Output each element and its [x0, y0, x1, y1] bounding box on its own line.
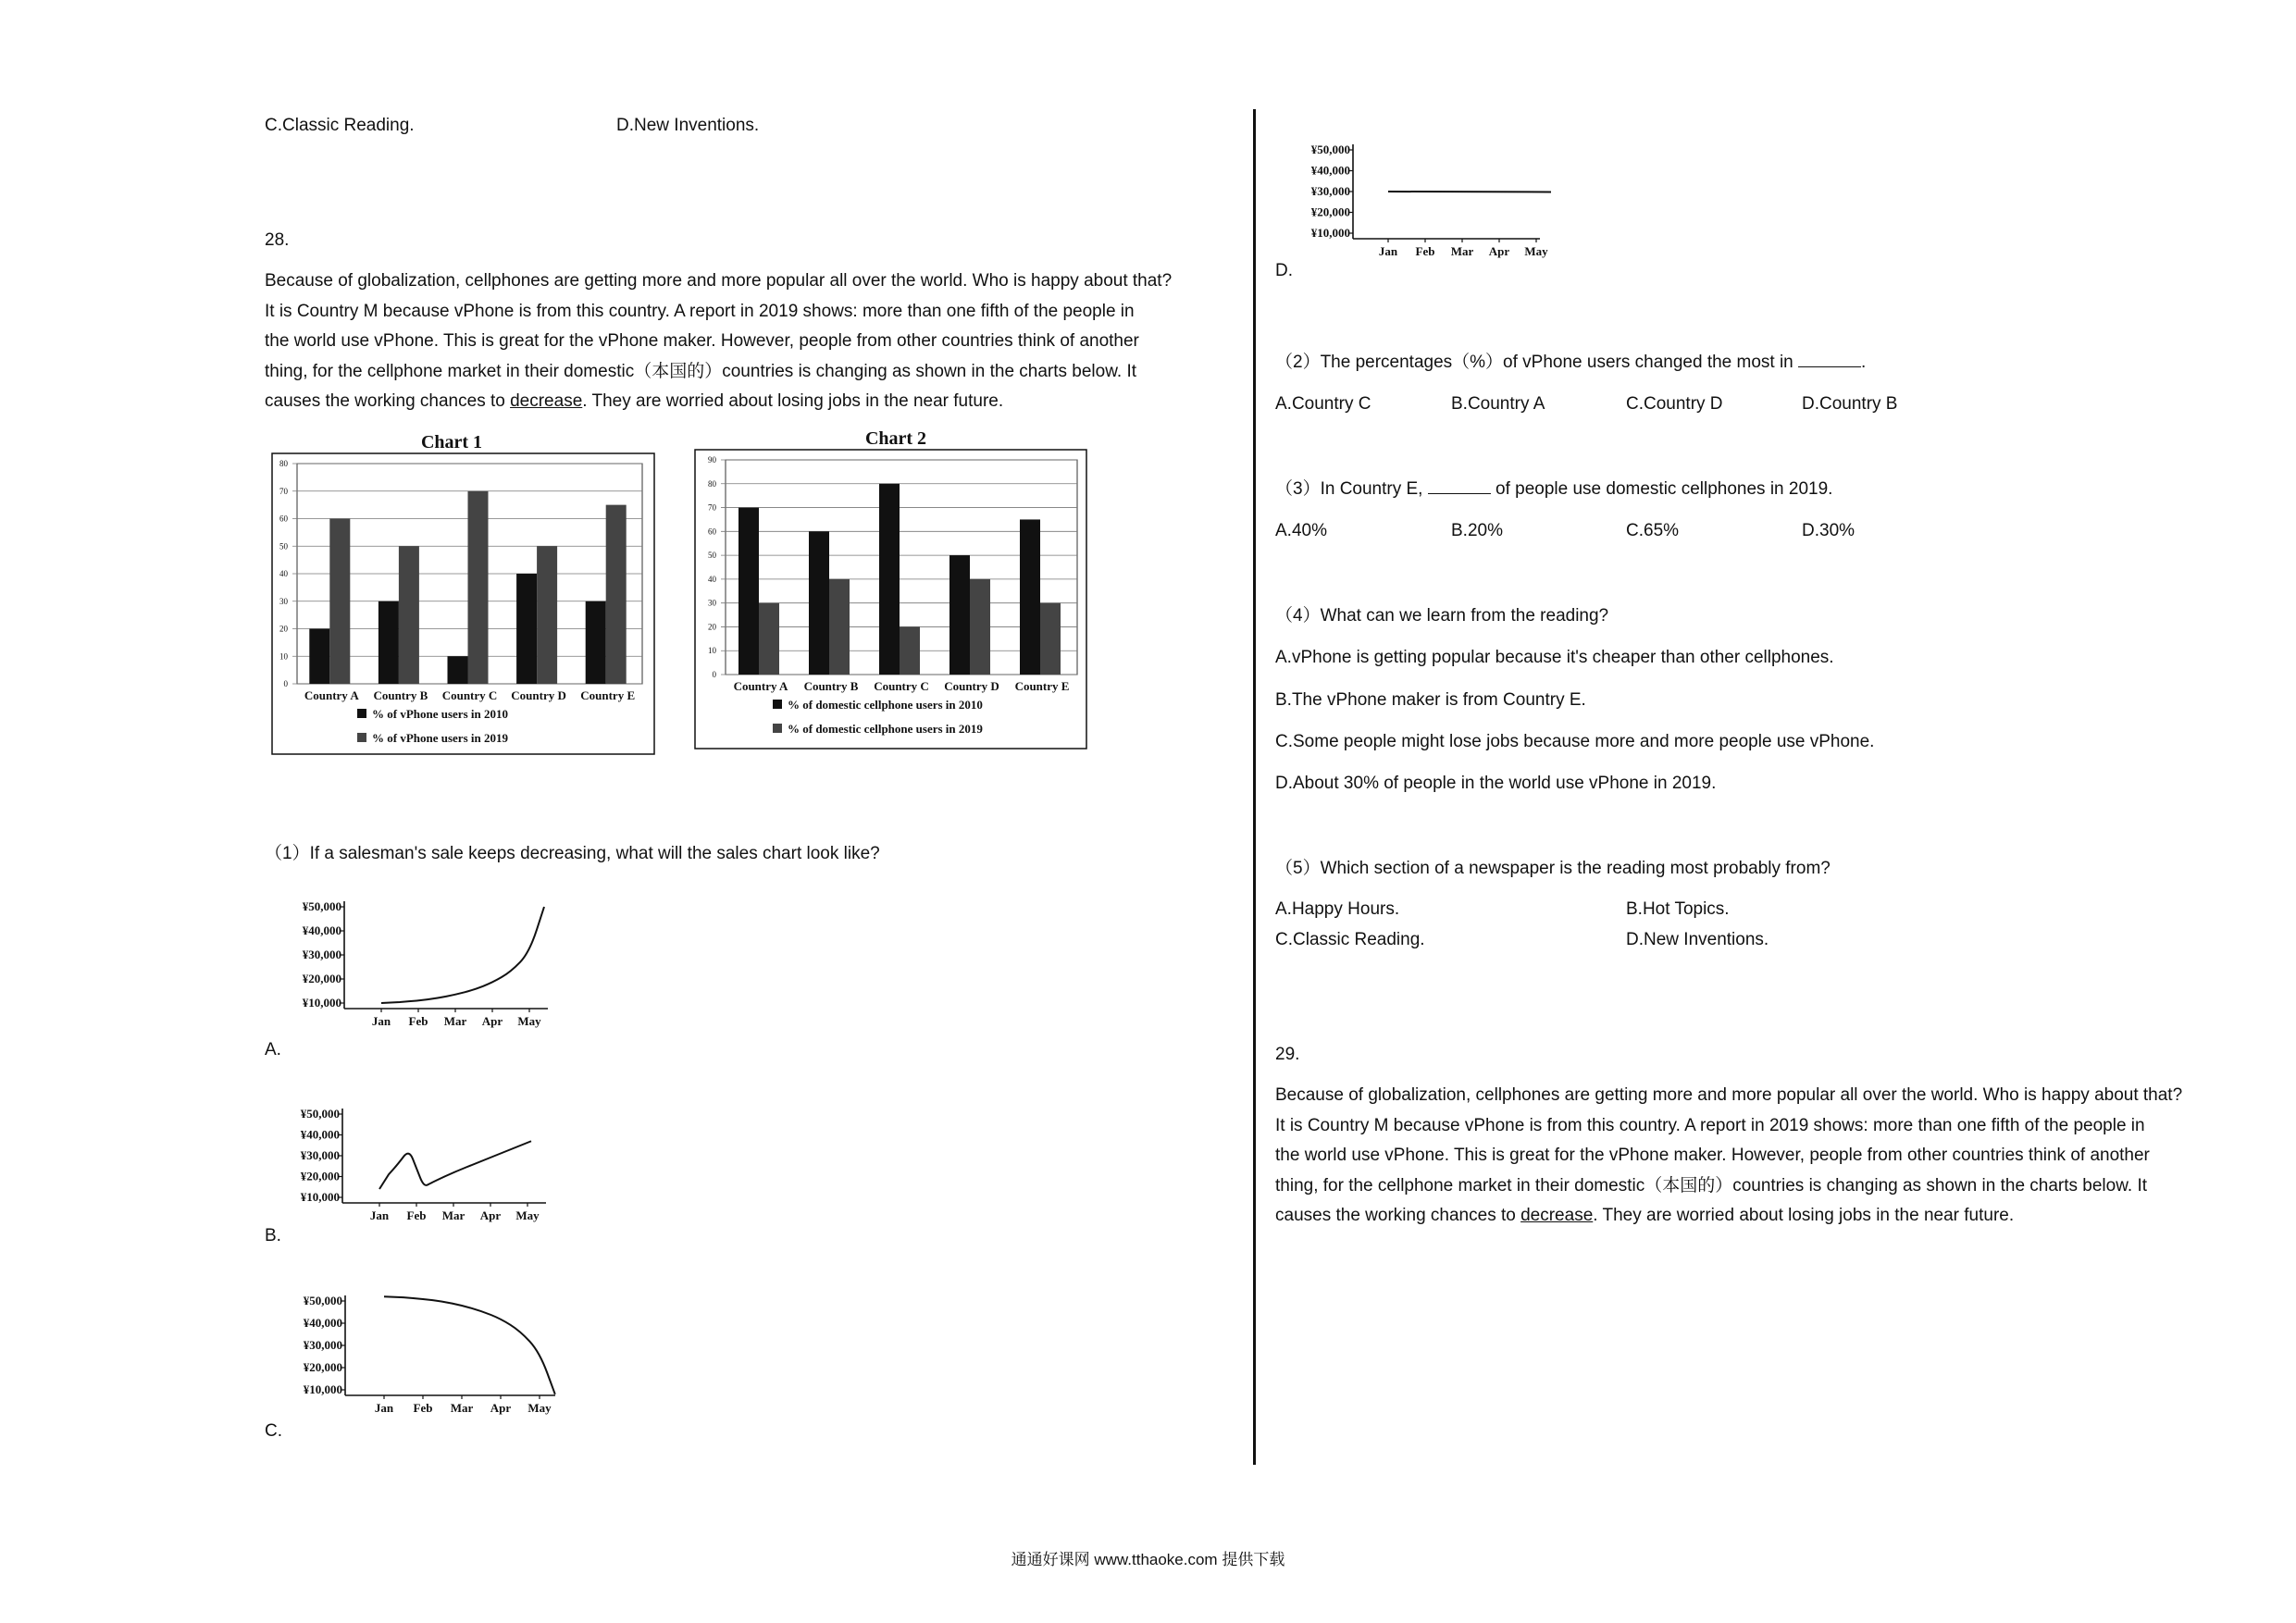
x-tick-label: Feb	[1415, 244, 1435, 258]
y-tick-label: 10	[279, 651, 288, 662]
x-tick-label: Jan	[371, 1014, 391, 1028]
passage-28	[265, 266, 1172, 417]
x-tick-label: Country E	[1014, 679, 1070, 693]
passage-line: It is Country M because vPhone is from this country. A report in 2019 shows: more than one fifth of the people in	[265, 301, 1135, 321]
underlined-word: decrease	[510, 391, 583, 412]
y-tick-label: 30	[708, 598, 716, 608]
bar-2019	[829, 579, 850, 675]
underlined-word: decrease	[1520, 1206, 1594, 1226]
q3-option-a: A.40%	[1275, 521, 1327, 540]
y-tick-label: 60	[708, 527, 716, 537]
question-29-number: 29.	[1275, 1045, 1300, 1064]
bar-2019	[970, 579, 990, 675]
y-tick-label: 60	[279, 514, 288, 524]
y-tick-label: 0	[283, 679, 288, 688]
y-tick-label: ¥40,000	[1310, 163, 1350, 178]
prev-option-d: D.New Inventions.	[616, 116, 760, 135]
question-5: （5）Which section of a newspaper is the reading most probably from?	[1275, 859, 1831, 878]
y-tick-label: 30	[279, 596, 288, 606]
answer-blank	[1428, 475, 1491, 494]
question-1: （1）If a salesman's sale keeps decreasing, what will the sales chart look like?	[265, 844, 880, 863]
page-footer: 通通好课网 www.tthaoke.com 提供下载	[1011, 1551, 1285, 1568]
x-tick-label: Country B	[373, 688, 428, 702]
passage-line: causes the working chances to decrease. They are worried about losing jobs in the near future.	[1275, 1206, 2015, 1226]
x-tick-label: Jan	[1378, 244, 1398, 258]
q3-option-c: C.65%	[1626, 521, 1680, 540]
bar-2010	[738, 508, 759, 675]
chart-title: Chart 2	[864, 428, 927, 449]
sales-chart-option-c	[278, 1288, 565, 1436]
bar-2010	[879, 484, 900, 675]
passage-line: It is Country M because vPhone is from this country. A report in 2019 shows: more than one fifth of the people in	[1275, 1115, 2145, 1135]
bar-2019	[537, 546, 557, 684]
bar-2010	[586, 601, 606, 684]
bar-2019	[468, 491, 489, 684]
passage-line: thing, for the cellphone market in their domestic（本国的）countries is changing as shown in the charts below. It	[265, 361, 1137, 381]
q5-option-b: B.Hot Topics.	[1626, 899, 1730, 919]
y-tick-label: ¥20,000	[302, 972, 341, 985]
prev-option-c: C.Classic Reading.	[265, 116, 415, 135]
y-tick-label: ¥10,000	[300, 1190, 340, 1204]
x-tick-label: Country C	[441, 688, 498, 702]
option-a-label: A.	[265, 1040, 281, 1059]
y-tick-label: ¥20,000	[303, 1360, 342, 1374]
legend-swatch	[357, 733, 366, 742]
passage-line: thing, for the cellphone market in their domestic（本国的）countries is changing as shown in the charts below. It	[1275, 1175, 2148, 1196]
bar-2010	[448, 656, 468, 684]
bar-2010	[949, 555, 970, 675]
sales-line	[381, 907, 544, 1003]
y-tick-label: ¥20,000	[300, 1169, 340, 1183]
q3-option-b: B.20%	[1451, 521, 1503, 540]
bar-chart-1	[271, 429, 655, 755]
y-tick-label: ¥20,000	[1310, 204, 1350, 219]
y-tick-label: 50	[279, 541, 288, 551]
x-tick-label: Country C	[874, 679, 929, 693]
y-tick-label: ¥50,000	[1310, 142, 1350, 156]
y-tick-label: 50	[708, 551, 716, 561]
legend-label: % of domestic cellphone users in 2019	[788, 722, 983, 736]
x-tick-label: Mar	[1450, 244, 1474, 258]
q4-option-b: B.The vPhone maker is from Country E.	[1275, 690, 1586, 710]
y-tick-label: ¥10,000	[303, 1382, 342, 1396]
y-tick-label: ¥40,000	[302, 923, 341, 937]
q2-option-d: D.Country B	[1802, 394, 1898, 414]
y-tick-label: 40	[279, 569, 288, 578]
y-tick-label: ¥40,000	[300, 1127, 340, 1142]
x-tick-label: Country A	[733, 679, 788, 693]
legend-label: % of vPhone users in 2010	[372, 707, 508, 721]
bar-2010	[379, 601, 399, 684]
bar-2010	[1020, 519, 1040, 675]
legend-swatch	[357, 709, 366, 718]
sales-line	[384, 1296, 555, 1394]
y-tick-label: ¥10,000	[1310, 226, 1350, 240]
x-tick-label: Country E	[580, 688, 636, 702]
sales-line	[379, 1141, 531, 1189]
x-tick-label: Jan	[374, 1401, 394, 1415]
question-3: （3）In Country E, of people use domestic cellphones in 2019.	[1275, 474, 1832, 504]
sales-chart-option-b	[278, 1097, 555, 1236]
y-tick-label: 80	[708, 478, 716, 489]
x-tick-label: May	[517, 1014, 541, 1028]
y-tick-label: 10	[708, 646, 716, 656]
option-c-label: C.	[265, 1421, 282, 1441]
x-tick-label: Country B	[803, 679, 859, 693]
q4-option-c: C.Some people might lose jobs because more and more people use vPhone.	[1275, 732, 1875, 751]
passage-line: the world use vPhone. This is great for the vPhone maker. However, people from other countries think of another	[1275, 1146, 2150, 1166]
question-28-number: 28.	[265, 230, 290, 250]
legend-label: % of vPhone users in 2019	[372, 731, 508, 745]
passage-29	[1275, 1081, 2182, 1232]
y-tick-label: ¥50,000	[302, 899, 341, 913]
option-d-label: D.	[1275, 261, 1293, 280]
question-2: （2）The percentages（%）of vPhone users changed the most in .	[1275, 347, 1866, 378]
x-tick-label: Mar	[441, 1208, 465, 1222]
y-tick-label: ¥40,000	[303, 1316, 342, 1330]
x-tick-label: Apr	[479, 1208, 502, 1222]
y-tick-label: 20	[708, 622, 716, 632]
option-b-label: B.	[265, 1226, 281, 1245]
q2-option-b: B.Country A	[1451, 394, 1545, 414]
passage-line: Because of globalization, cellphones are getting more and more popular all over the world. Who is happy about that?	[265, 271, 1173, 291]
x-tick-label: Jan	[369, 1208, 390, 1222]
y-tick-label: 40	[708, 574, 716, 584]
q5-option-c: C.Classic Reading.	[1275, 930, 1425, 949]
x-tick-label: Country D	[511, 688, 566, 702]
passage-line: Because of globalization, cellphones are getting more and more popular all over the world. Who is happy about that?	[1275, 1085, 2183, 1105]
y-tick-label: 70	[279, 486, 288, 496]
column-divider	[1253, 109, 1256, 1465]
q3-option-d: D.30%	[1802, 521, 1855, 540]
sales-chart-option-d	[1288, 141, 1566, 279]
passage-line: causes the working chances to decrease. They are worried about losing jobs in the near future.	[265, 391, 1004, 412]
legend-swatch	[773, 700, 782, 709]
bar-2019	[606, 505, 627, 684]
y-tick-label: 90	[708, 455, 716, 465]
x-tick-label: Country A	[304, 688, 359, 702]
y-tick-label: 70	[708, 502, 716, 513]
chart-title: Chart 1	[420, 432, 483, 452]
y-tick-label: 80	[279, 459, 288, 468]
legend-label: % of domestic cellphone users in 2010	[788, 698, 983, 712]
x-tick-label: Mar	[443, 1014, 467, 1028]
legend-swatch	[773, 724, 782, 733]
y-tick-label: 0	[712, 670, 716, 679]
bar-2010	[516, 574, 537, 684]
y-tick-label: ¥30,000	[303, 1338, 342, 1352]
q2-option-c: C.Country D	[1626, 394, 1723, 414]
sales-chart-option-a	[278, 894, 555, 1047]
x-tick-label: May	[1524, 244, 1548, 258]
x-tick-label: Apr	[490, 1401, 512, 1415]
x-tick-label: Apr	[1488, 244, 1510, 258]
q4-option-d: D.About 30% of people in the world use vPhone in 2019.	[1275, 774, 1717, 793]
bar-2019	[759, 603, 779, 675]
y-tick-label: ¥30,000	[1310, 184, 1350, 198]
x-tick-label: Mar	[450, 1401, 474, 1415]
x-tick-label: Feb	[406, 1208, 427, 1222]
passage-line: the world use vPhone. This is great for the vPhone maker. However, people from other countries think of another	[265, 331, 1139, 352]
bar-chart-2	[694, 426, 1087, 750]
x-tick-label: May	[527, 1401, 552, 1415]
x-tick-label: Feb	[413, 1401, 433, 1415]
x-tick-label: Apr	[481, 1014, 503, 1028]
q4-option-a: A.vPhone is getting popular because it's cheaper than other cellphones.	[1275, 648, 1834, 667]
x-tick-label: Feb	[408, 1014, 428, 1028]
bar-2010	[809, 531, 829, 675]
y-tick-label: ¥30,000	[300, 1148, 340, 1162]
y-tick-label: ¥10,000	[302, 996, 341, 1010]
q5-option-a: A.Happy Hours.	[1275, 899, 1400, 919]
bar-2019	[399, 546, 419, 684]
y-tick-label: ¥30,000	[302, 948, 341, 961]
bar-2019	[1040, 603, 1061, 675]
y-tick-label: 20	[279, 624, 288, 634]
y-tick-label: ¥50,000	[303, 1294, 342, 1307]
q2-option-a: A.Country C	[1275, 394, 1371, 414]
bar-2019	[900, 626, 920, 675]
bar-2010	[309, 629, 329, 685]
question-4: （4）What can we learn from the reading?	[1275, 606, 1609, 626]
y-tick-label: ¥50,000	[300, 1107, 340, 1121]
answer-blank	[1798, 348, 1861, 367]
bar-2019	[329, 519, 350, 685]
x-tick-label: Country D	[944, 679, 999, 693]
x-tick-label: May	[515, 1208, 540, 1222]
q5-option-d: D.New Inventions.	[1626, 930, 1769, 949]
